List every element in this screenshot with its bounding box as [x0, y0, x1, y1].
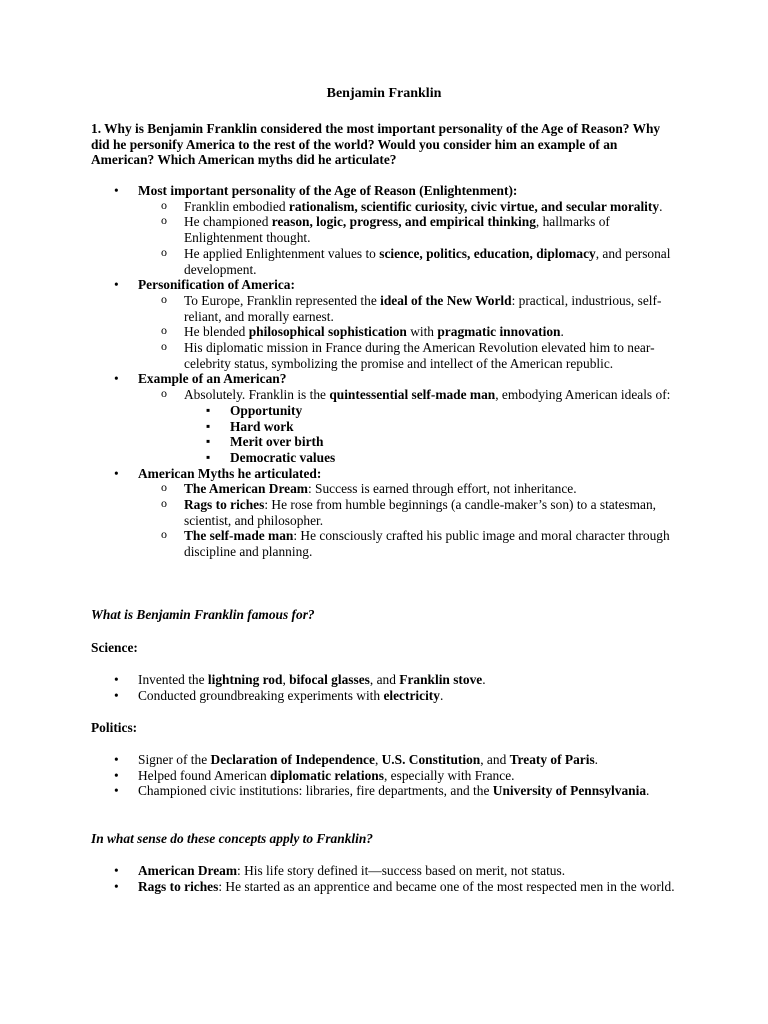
list-item	[91, 277, 681, 371]
text-run: , and	[369, 672, 400, 687]
text-run: He blended	[184, 324, 249, 340]
text-run: , hallmarks of Enlightenment thought.	[184, 214, 610, 246]
list-item	[91, 863, 681, 879]
ideal-item: ▪ Democratic values	[184, 450, 681, 466]
politics-heading: Politics:	[91, 720, 138, 735]
answer-outline	[91, 183, 681, 560]
concepts-list	[91, 863, 681, 894]
bold-run: science, politics, education, diplomacy	[379, 245, 596, 261]
text-run: : He rose from humble beginnings (a candle-maker’s son) to a statesman, scientist, and philosopher.	[184, 497, 657, 528]
list-item	[138, 387, 681, 466]
ideal-item: ▪ Hard work	[184, 419, 681, 435]
text-run: .	[646, 783, 650, 799]
bold-run: philosophical sophistication	[248, 324, 407, 340]
text-run: .	[439, 687, 444, 703]
bold-run: Rags to riches	[138, 878, 219, 894]
list-item	[138, 324, 681, 340]
list-item	[91, 672, 681, 688]
text-run: , especially with France.	[383, 767, 515, 783]
bold-run: University of Pennsylvania	[492, 783, 647, 799]
list-item	[138, 497, 681, 528]
bold-run: Treaty of Paris	[509, 752, 595, 767]
list-item	[91, 371, 681, 465]
bold-run: electricity	[383, 687, 440, 703]
text-run: He championed	[184, 214, 272, 230]
bold-run: bifocal glasses	[289, 672, 370, 687]
text-run: : His life story defined it—success based on merit, not status.	[237, 863, 566, 878]
bold-run: diplomatic relations	[270, 767, 384, 783]
list-item	[138, 246, 681, 277]
list-item	[138, 214, 681, 245]
bold-run: pragmatic innovation	[437, 324, 561, 340]
list-item	[91, 879, 681, 895]
bold-run: Declaration of Independence	[210, 752, 375, 767]
list-item	[138, 528, 681, 559]
text-run: He applied Enlightenment values to	[184, 245, 380, 261]
science-list	[91, 672, 681, 703]
section-heading: Personification of America:	[138, 277, 295, 293]
text-run: : He started as an apprentice and became one of the most respected men in the world.	[218, 878, 675, 894]
bold-run: reason, logic, progress, and empirical thinking	[271, 214, 536, 230]
text-run: , and personal development.	[184, 245, 671, 277]
text-run: Absolutely. Franklin is the	[184, 387, 330, 403]
section-heading: American Myths he articulated:	[138, 465, 322, 481]
section-heading: Example of an American?	[138, 371, 287, 387]
text-run: : He consciously crafted his public image and moral character through discipline and planning.	[184, 528, 670, 560]
famous-heading: What is Benjamin Franklin famous for?	[91, 607, 315, 622]
text-run: , and	[480, 752, 510, 767]
section-heading: Most important personality of the Age of Reason (Enlightenment):	[138, 183, 518, 198]
text-run: Championed civic institutions: libraries, fire departments, and the	[138, 783, 493, 799]
list-item	[91, 752, 681, 768]
text-run: .	[659, 198, 663, 214]
question-paragraph: 1. Why is Benjamin Franklin considered the most important personality of the Age of Reason? Why did he personify America to the rest of the world? Would you consider him an example of an American? Which American myths did he articulate?	[91, 121, 661, 168]
ideal-item: ▪ Merit over birth	[184, 434, 681, 450]
text-run: To Europe, Franklin represented the	[184, 292, 381, 308]
text-run: Invented the	[138, 672, 208, 687]
text-run: Helped found American	[138, 767, 271, 783]
list-item	[91, 466, 681, 560]
text-run: : practical, industrious, self-reliant, and morally earnest.	[184, 292, 662, 324]
text-run: , embodying American ideals of:	[495, 387, 671, 403]
text-run: Franklin embodied	[184, 198, 289, 214]
document-title: Benjamin Franklin	[326, 86, 442, 101]
politics-list	[91, 752, 681, 799]
text-run: Conducted groundbreaking experiments with	[138, 687, 384, 703]
bold-run: lightning rod	[207, 672, 283, 687]
list-item	[91, 183, 681, 277]
text-run: His diplomatic mission in France during the American Revolution elevated him to near-celebrity status, symbolizing the promise and intellect of the American republic.	[184, 340, 655, 371]
list-item	[91, 783, 681, 799]
bold-run: rationalism, scientific curiosity, civic virtue, and secular morality	[288, 198, 660, 214]
ideal-item: ▪ Opportunity	[184, 403, 681, 419]
sub-list	[138, 481, 681, 560]
list-item	[91, 688, 681, 704]
bold-run: U.S. Constitution	[381, 752, 481, 767]
list-item	[91, 768, 681, 784]
text-run: : Success is earned through effort, not inheritance.	[307, 481, 577, 497]
list-item	[138, 340, 681, 371]
bold-run: American Dream	[138, 863, 238, 878]
text-run: with	[406, 324, 438, 340]
science-heading: Science:	[91, 640, 138, 655]
bold-run: The self-made man	[184, 528, 294, 544]
text-run: ,	[282, 672, 290, 687]
bold-run: Franklin stove	[399, 672, 483, 687]
bold-run: Rags to riches	[184, 497, 265, 513]
outline-list	[91, 183, 681, 560]
text-run: .	[560, 324, 564, 340]
text-run: ,	[374, 752, 382, 767]
bold-run: quintessential self-made man	[329, 387, 496, 403]
list-item	[138, 199, 681, 215]
concepts-heading: In what sense do these concepts apply to Franklin?	[91, 831, 373, 846]
bold-run: The American Dream	[184, 481, 308, 497]
text-run: .	[594, 752, 599, 767]
sub-list	[138, 387, 681, 466]
text-run: Signer of the	[138, 752, 211, 767]
list-item	[138, 481, 681, 497]
text-run: .	[482, 672, 486, 687]
sub-list	[138, 293, 681, 372]
bold-run: ideal of the New World	[380, 292, 512, 308]
sub-list	[138, 199, 681, 278]
ideals-list	[184, 403, 681, 466]
list-item	[138, 293, 681, 324]
